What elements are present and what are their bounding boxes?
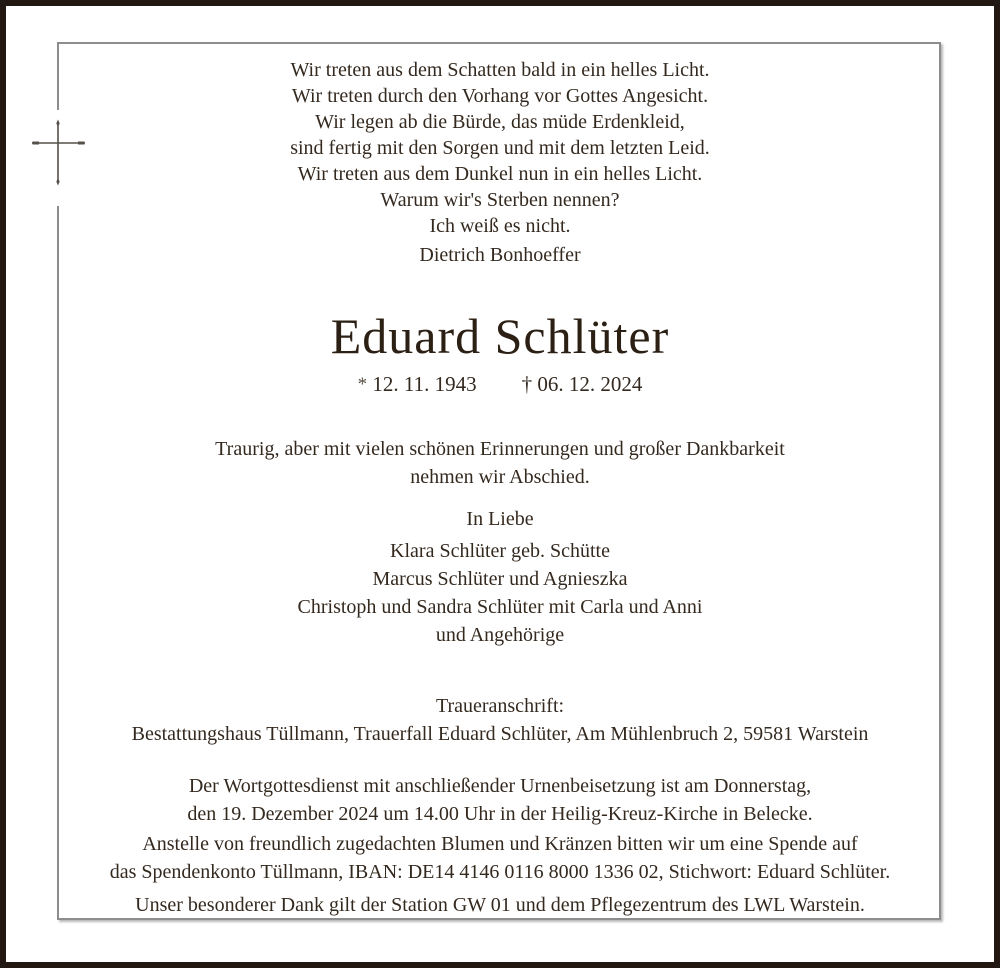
service-line: den 19. Dezember 2024 um 14.00 Uhr in der Heilig-Kreuz-Kirche in Belecke. [187, 803, 813, 825]
family-list [6, 537, 994, 649]
memorial-poem [6, 57, 994, 268]
life-dates [6, 371, 994, 398]
donation-line: Anstelle von freundlich zugedachten Blumen und Kränzen bitten wir um eine Spende auf [142, 833, 858, 855]
mourning-address-block [6, 692, 994, 748]
poem-line: Wir treten aus dem Dunkel nun in ein helles Licht. [297, 163, 703, 185]
family-member: Klara Schlüter geb. Schütte [390, 540, 610, 562]
thanks-note: Unser besonderer Dank gilt der Station GW 01 und dem Pflegezentrum des LWL Warstein. [135, 894, 865, 916]
birth-date: * 12. 11. 1943 [357, 372, 477, 396]
birth-star-symbol: * [357, 374, 368, 395]
service-line: Der Wortgottesdienst mit anschließender Urnenbeisetzung ist am Donnerstag, [188, 775, 812, 797]
family-member: Marcus Schlüter und Agnieszka [372, 568, 628, 590]
family-member: und Angehörige [435, 624, 565, 646]
poem-line: sind fertig mit den Sorgen und mit dem letzten Leid. [290, 137, 710, 159]
notice-content [6, 6, 994, 919]
donation-info [6, 830, 994, 886]
farewell-salutation: In Liebe [466, 508, 534, 530]
condolence-message [6, 435, 994, 491]
mourning-address: Bestattungshaus Tüllmann, Trauerfall Eduard Schlüter, Am Mühlenbruch 2, 59581 Warstein [131, 723, 869, 745]
death-cross-symbol: † [521, 372, 533, 396]
deceased-name: Eduard Schlüter [330, 308, 670, 364]
condolence-line: nehmen wir Abschied. [410, 466, 590, 488]
poem-line: Warum wir's Sterben nennen? [380, 189, 620, 211]
poem-line: Wir treten durch den Vorhang vor Gottes Angesicht. [291, 85, 709, 107]
death-date: † 06. 12. 2024 [521, 372, 643, 396]
service-info [6, 772, 994, 828]
poem-line: Ich weiß es nicht. [429, 215, 571, 237]
poem-line: Wir legen ab die Bürde, das müde Erdenkleid, [315, 111, 685, 133]
poem-author: Dietrich Bonhoeffer [419, 244, 581, 266]
poem-line: Wir treten aus dem Schatten bald in ein helles Licht. [290, 59, 710, 81]
condolence-line: Traurig, aber mit vielen schönen Erinnerungen und großer Dankbarkeit [215, 438, 785, 460]
mourning-address-heading: Traueranschrift: [435, 695, 565, 717]
donation-line: das Spendenkonto Tüllmann, IBAN: DE14 4146 0116 8000 1336 02, Stichwort: Eduard Schlüter. [109, 861, 891, 883]
family-member: Christoph und Sandra Schlüter mit Carla und Anni [297, 596, 703, 618]
